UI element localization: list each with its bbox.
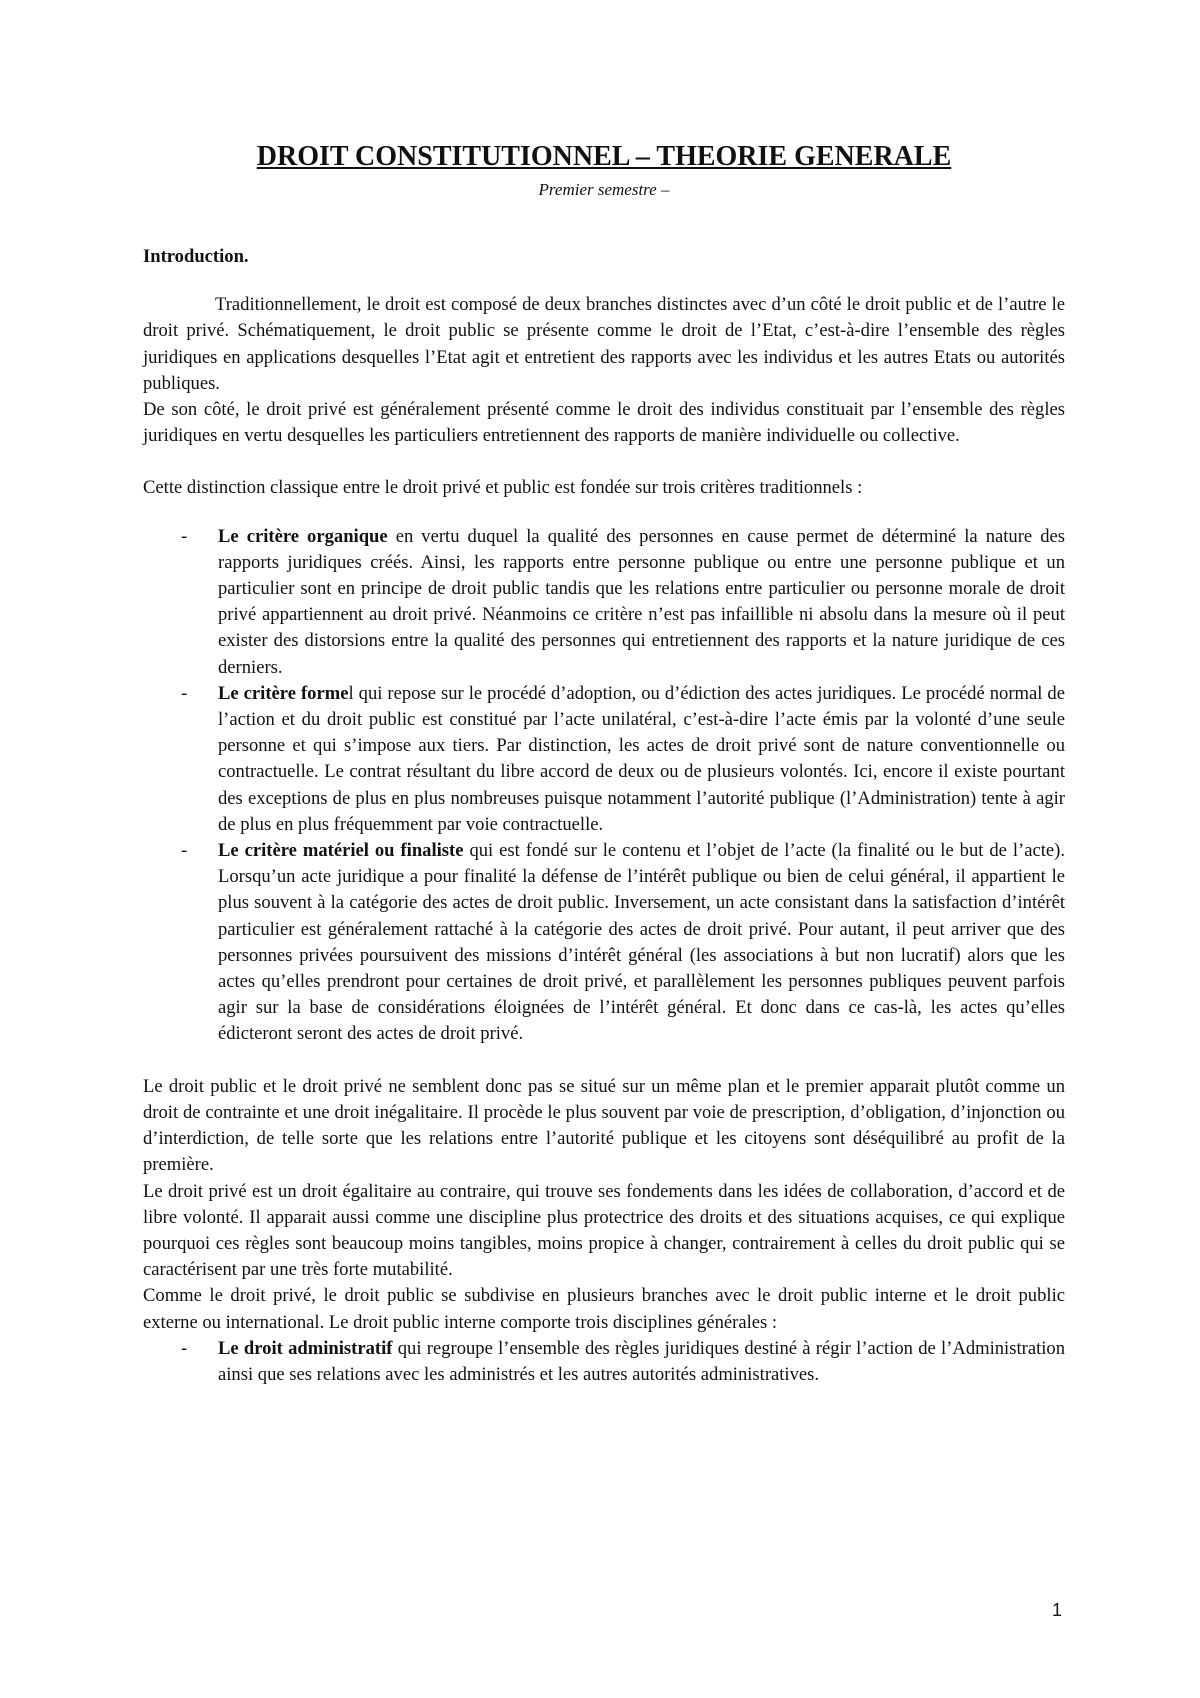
document-body: [143, 140, 1065, 1388]
paragraph-public-vs-private: Le droit public et le droit privé ne semblent donc pas se situé sur un même plan et le premier apparait plutôt comme un droit de contrainte et une droit inégalitaire. Il procède le plus souvent par voie de prescription, d’obligation, d’injonction ou d’interdiction, de telle sorte que les relations entre l’autorité publique et les citoyens sont déséquilibré au profit de la première.: [143, 1075, 1065, 1176]
bullet-dash: -: [181, 840, 188, 862]
disciplines-list: [143, 1336, 1065, 1388]
paragraph-public-law-branches: Comme le droit privé, le droit public se subdivise en plusieurs branches avec le droit public interne et le droit public externe ou international. Le droit public interne comporte trois disciplines générales :: [143, 1285, 1065, 1333]
bullet-dash: -: [181, 1337, 188, 1359]
criterion-text: en vertu duquel la qualité des personnes en cause permet de déterminé la nature des rapports juridiques créés. Ainsi, les rapports entre personne publique ou entre une personne publique et un particulier sont en principe de droit public tandis que les relations entre particulier ou personne morale de droit privé appartiennent au droit privé. Néanmoins ce critère n’est pas infaillible ni absolu dans la mesure où il peut exister des distorsions entre la qualité des personnes qui entretiennent des rapports et la nature juridique de ces derniers.: [218, 525, 1065, 678]
criterion-label: Le critère matériel ou finaliste: [218, 840, 464, 862]
list-item-administrative-law: [143, 1336, 1065, 1388]
document-subtitle: Premier semestre –: [538, 180, 670, 199]
paragraph-private-law-egalitarian: Le droit privé est un droit égalitaire au contraire, qui trouve ses fondements dans les idées de collaboration, d’accord et de libre volonté. Il apparait aussi comme une discipline plus protectrice des droits et des situations acquises, ce qui explique pourquoi ces règles sont beaucoup moins tangibles, moins propice à changer, contrairement à celles du droit public qui se caractérisent par une très forte mutabilité.: [143, 1180, 1065, 1281]
criteria-list: [143, 524, 1065, 1048]
bullet-dash: -: [181, 525, 188, 547]
paragraph-private-law: De son côté, le droit privé est généralement présenté comme le droit des individus constituait par l’ensemble des règles juridiques en vertu desquelles les particuliers entretiennent des rapports de manière individuelle ou collective.: [143, 399, 1065, 447]
section-heading: Introduction.: [143, 246, 249, 267]
criterion-label: Le critère organique: [218, 525, 388, 547]
discipline-text: qui regroupe l’ensemble des règles juridiques destiné à régir l’action de l’Administration ainsi que ses relations avec les administrés et les autres autorités administratives.: [218, 1337, 1065, 1385]
list-item-criterion-material: [143, 838, 1065, 1048]
list-item-criterion-organic: [143, 524, 1065, 681]
discipline-label: Le droit administratif: [218, 1337, 393, 1359]
document-title: DROIT CONSTITUTIONNEL – THEORIE GENERALE: [256, 141, 952, 172]
criterion-label: Le critère forme: [218, 682, 349, 704]
criterion-text: l qui repose sur le procédé d’adoption, ou d’édiction des actes juridiques. Le procédé normal de l’action et du droit public est constitué par l’acte unilatéral, c’est-à-dire l’acte émis par la volonté d’une seule personne et qui s’impose aux tiers. Par distinction, les actes de droit privé sont de nature conventionnelle ou contractuelle. Le contrat résultant du libre accord de deux ou de plusieurs volontés. Ici, encore il existe pourtant des exceptions de plus en plus nombreuses puisque notamment l’autorité publique (l’Administration) tente à agir de plus en plus fréquemment par voie contractuelle.: [218, 682, 1065, 835]
paragraph-intro: Traditionnellement, le droit est composé de deux branches distinctes avec d’un côté le droit public et de l’autre le droit privé. Schématiquement, le droit public se présente comme le droit de l’Etat, c’est-à-dire l’ensemble des règles juridiques en applications desquelles l’Etat agit et entretient des rapports avec les individus et les autres Etats ou autorités publiques.: [143, 294, 1065, 394]
bullet-dash: -: [181, 682, 188, 704]
page-number: 1: [1051, 1600, 1062, 1620]
list-item-criterion-formal: [143, 681, 1065, 838]
criterion-text: qui est fondé sur le contenu et l’objet de l’acte (la finalité ou le but de l’acte). Lorsqu’un acte juridique a pour finalité la défense de l’intérêt publique ou bien de celui général, il appartient le plus souvent à la catégorie des actes de droit public. Inversement, un acte consistant dans la satisfaction d’intérêt particulier est généralement rattaché à la catégorie des actes de droit privé. Pour autant, il peut arriver que des personnes privées poursuivent des missions d’intérêt général (les associations à but non lucratif) alors que les actes qu’elles prendront pour certaines de droit privé, et parallèlement les personnes publiques peuvent parfois agir sur la base de considérations éloignées de l’intérêt général. Et donc dans ce cas-là, les actes qu’elles édicteront seront des actes de droit privé.: [218, 840, 1065, 1045]
paragraph-criteria-intro: Cette distinction classique entre le droit privé et public est fondée sur trois critères traditionnels :: [143, 477, 863, 499]
